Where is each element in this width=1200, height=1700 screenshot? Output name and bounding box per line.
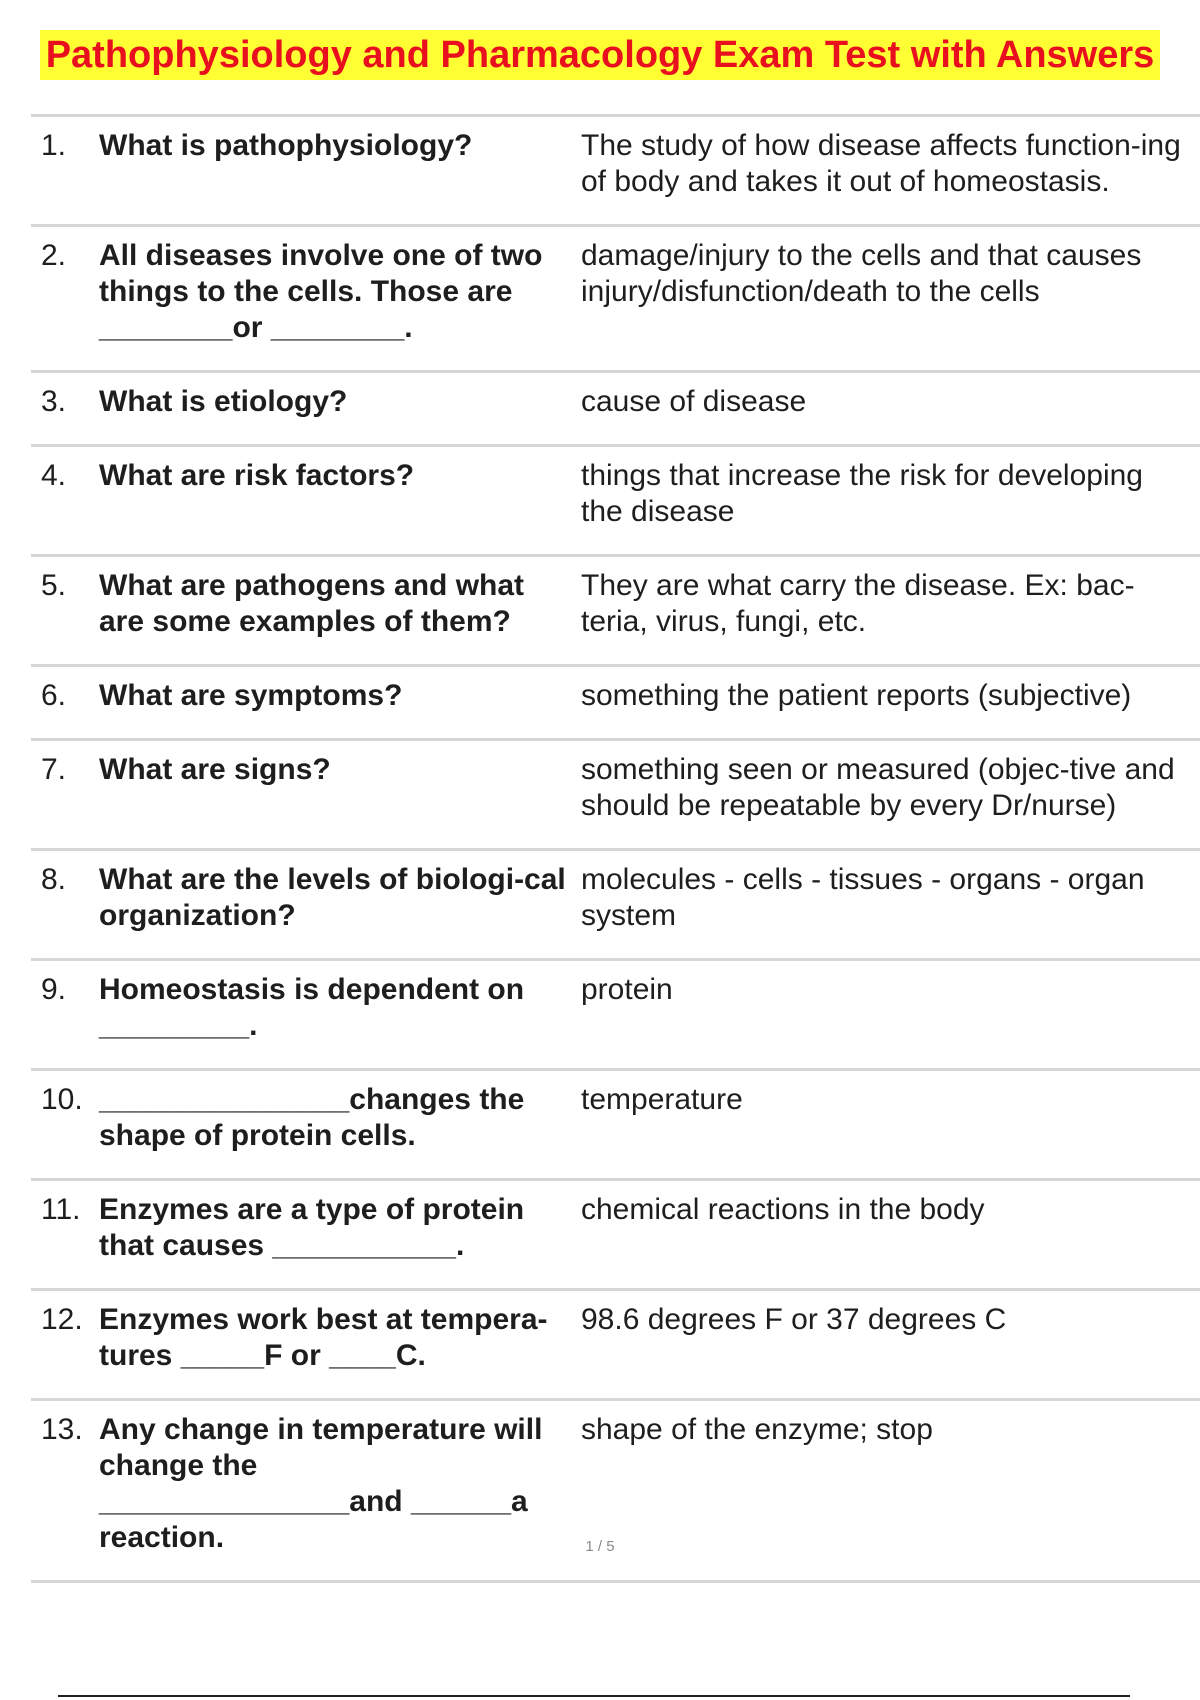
- answer-text: The study of how disease affects function-ing of body and takes it out of homeostasis.: [581, 129, 1181, 198]
- question-text: What are pathogens and what are some examples of them?: [99, 569, 525, 638]
- question-text: Any change in temperature will change the _______________and ______a reaction.: [99, 1413, 543, 1554]
- question-text: What are symptoms?: [99, 679, 403, 712]
- qa-row: [31, 1401, 1200, 1583]
- qa-row: [31, 557, 1200, 667]
- qa-row: [31, 851, 1200, 961]
- answer-text: something the patient reports (subjective): [581, 679, 1132, 712]
- question-text: What is etiology?: [99, 385, 348, 418]
- answer-text: things that increase the risk for developing the disease: [581, 459, 1143, 528]
- question-text: Homeostasis is dependent on _________.: [99, 973, 525, 1042]
- qa-row: [31, 961, 1200, 1071]
- answer-text: protein: [581, 973, 673, 1006]
- qa-row: [31, 741, 1200, 851]
- qa-row: [31, 117, 1200, 227]
- question-number: 6.: [41, 679, 67, 712]
- question-text: _______________changes the shape of protein cells.: [99, 1083, 525, 1152]
- question-number: 13.: [41, 1413, 83, 1446]
- question-number: 10.: [41, 1083, 83, 1116]
- question-text: What are the levels of biologi-cal organization?: [99, 863, 566, 932]
- question-number: 9.: [41, 973, 67, 1006]
- qa-row: [31, 1071, 1200, 1181]
- answer-text: damage/injury to the cells and that causes injury/disfunction/death to the cells: [581, 239, 1142, 308]
- question-text: What are risk factors?: [99, 459, 415, 492]
- question-text: Enzymes are a type of protein that causes ___________.: [99, 1193, 525, 1262]
- question-number: 3.: [41, 385, 67, 418]
- answer-text: chemical reactions in the body: [581, 1193, 985, 1226]
- question-number: 12.: [41, 1303, 83, 1336]
- page-title: Pathophysiology and Pharmacology Exam Test with Answers: [40, 30, 1161, 80]
- question-text: All diseases involve one of two things to the cells. Those are ________or ________.: [99, 239, 543, 344]
- qa-row: [31, 667, 1200, 741]
- answer-text: molecules - cells - tissues - organs - organ system: [581, 863, 1145, 932]
- question-number: 8.: [41, 863, 67, 896]
- answer-text: something seen or measured (objec-tive and should be repeatable by every Dr/nurse): [581, 753, 1175, 822]
- question-text: What are signs?: [99, 753, 331, 786]
- qa-row: [31, 1291, 1200, 1401]
- question-number: 5.: [41, 569, 67, 602]
- qa-row: [31, 447, 1200, 557]
- qa-row: [31, 227, 1200, 373]
- question-number: 1.: [41, 129, 67, 162]
- answer-text: temperature: [581, 1083, 743, 1116]
- title-container: [0, 30, 1200, 80]
- question-number: 2.: [41, 239, 67, 272]
- question-number: 11.: [41, 1193, 81, 1226]
- page-number: 1 / 5: [585, 1538, 615, 1555]
- qa-row: [31, 1181, 1200, 1291]
- answer-text: 98.6 degrees F or 37 degrees C: [581, 1303, 1007, 1336]
- qa-list: [31, 114, 1200, 1583]
- question-text: What is pathophysiology?: [99, 129, 473, 162]
- answer-text: cause of disease: [581, 385, 807, 418]
- question-number: 4.: [41, 459, 67, 492]
- qa-row: [31, 373, 1200, 447]
- answer-text: shape of the enzyme; stop: [581, 1413, 933, 1446]
- bottom-divider: [58, 1695, 1130, 1697]
- answer-text: They are what carry the disease. Ex: bac-teria, virus, fungi, etc.: [581, 569, 1135, 638]
- question-number: 7.: [41, 753, 67, 786]
- question-text: Enzymes work best at tempera-tures _____F or ____C.: [99, 1303, 548, 1372]
